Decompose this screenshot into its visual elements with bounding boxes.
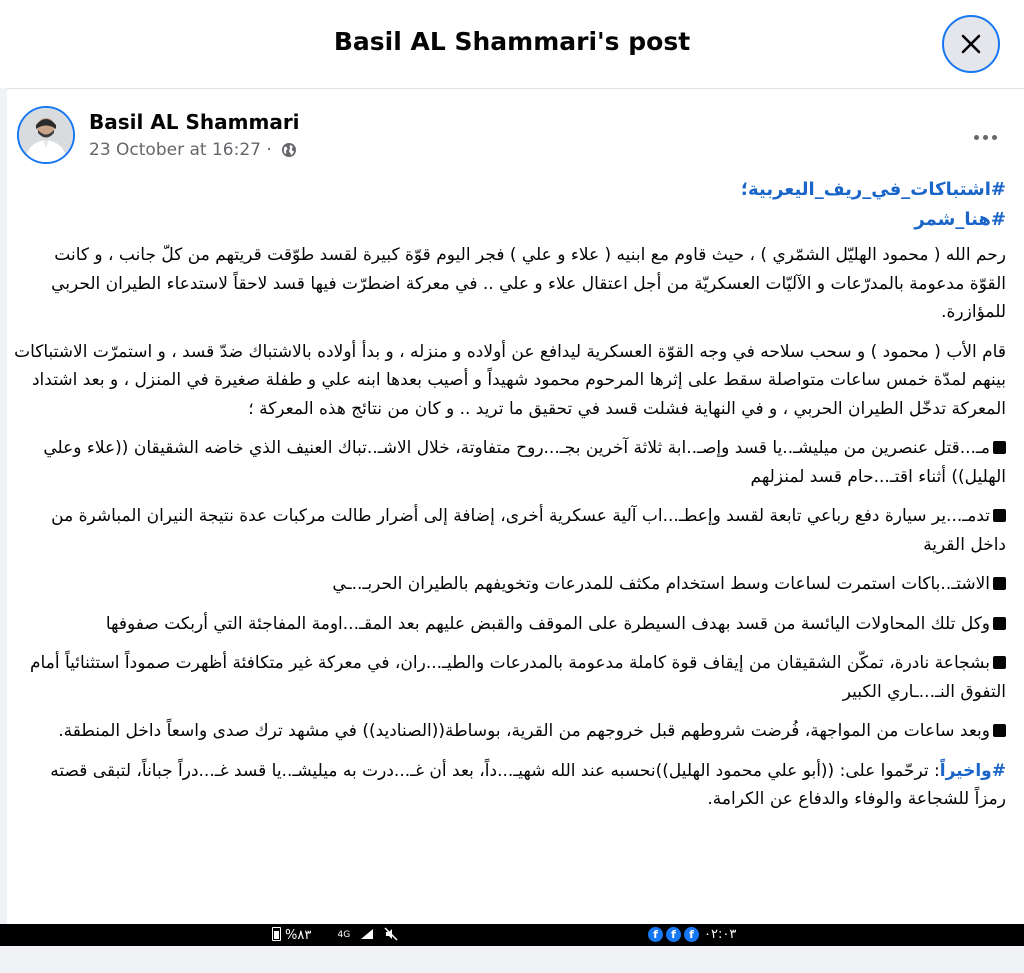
post-dialog-header bbox=[0, 0, 1024, 89]
author-name[interactable]: Basil AL Shammari bbox=[89, 110, 300, 134]
mute-icon bbox=[384, 927, 398, 941]
post-timestamp[interactable] bbox=[89, 140, 297, 160]
bullet-text: تدمـ...ير سيارة دفع رباعي تابعة لقسد وإعطـ...اب آلية عسكرية أخرى، إضافة إلى أضرار طالت مركبات عدة نتيجة النيران المباشرة من داخل القرية bbox=[51, 506, 1006, 555]
bullet-item bbox=[14, 502, 1006, 559]
bullet-item bbox=[14, 610, 1006, 639]
signal-icon bbox=[360, 928, 374, 940]
facebook-notification-icon: f bbox=[684, 927, 699, 942]
hashtag-link[interactable]: #اشتباكات_في_ريف_اليعربية؛ bbox=[740, 179, 1006, 200]
square-bullet-icon bbox=[993, 509, 1006, 522]
device-status-bar bbox=[0, 924, 1024, 946]
timestamp-text: 23 October at 16:27 · bbox=[89, 140, 272, 160]
bullet-item bbox=[14, 570, 1006, 599]
bullet-text: وبعد ساعات من المواجهة، فُرضت شروطهم قبل خروجهم من القرية، بوساطة((الصناديد)) في مشهد ترك صدى واسعاً داخل المنطقة. bbox=[58, 721, 990, 741]
square-bullet-icon bbox=[993, 577, 1006, 590]
bullet-item bbox=[14, 649, 1006, 706]
more-horizontal-icon bbox=[992, 135, 997, 140]
network-type: 4G bbox=[337, 930, 351, 940]
close-button[interactable] bbox=[942, 15, 1000, 73]
avatar[interactable] bbox=[17, 106, 75, 164]
globe-icon bbox=[281, 142, 297, 158]
facebook-notification-icon: f bbox=[666, 927, 681, 942]
square-bullet-icon bbox=[993, 724, 1006, 737]
more-horizontal-icon bbox=[983, 135, 988, 140]
bullet-text: بشجاعة نادرة، تمكّن الشقيقان من إيقاف قوة كاملة مدعومة بالمدرعات والطيـ...ران، في معركة غير متكافئة أظهرت صموداً استثنائياً أمام التفوق النـ...ـاري الكبير bbox=[30, 653, 1006, 702]
post-paragraph: رحم الله ( محمود الهليّل الشمّري ) ، حيث قاوم مع ابنيه ( علاء و علي ) فجر اليوم قوّة كبيرة لقسد طوّقت قريتهم من كلّ جانب ، و كانت القوّة مدعومة بالمدرّعات و الآليّات العسكريّة من أجل اعتقال علاء و علي .. في معركة اضطرّت فيها قسد لاحقاً لاستدعاء الطيران الحربي للمؤازرة. bbox=[51, 245, 1006, 322]
more-options-button[interactable] bbox=[965, 122, 1005, 152]
more-horizontal-icon bbox=[974, 135, 979, 140]
battery-level: %٨٣ bbox=[285, 928, 312, 943]
dialog-title: Basil AL Shammari's post bbox=[333, 27, 691, 56]
post-body bbox=[14, 175, 1006, 825]
bullet-text: مـ...قتل عنصرين من ميليشـ..يا قسد وإصـ..ابة ثلاثة آخرين بجـ...روح متفاوتة، خلال الاشـ..تباك العنيف الذي خاضه الشقيقان ((علاء وعلي الهليل)) أثناء اقتـ...حام قسد لمنزلهم bbox=[43, 438, 1006, 487]
closing-hashtag-link[interactable]: #واخيراً bbox=[939, 760, 1006, 781]
avatar-image bbox=[19, 108, 73, 162]
bullet-text: وكل تلك المحاولات اليائسة من قسد بهدف السيطرة على الموقف والقبض عليهم بعد المقـ...اومة المفاجئة التي أربكت صفوفها bbox=[105, 613, 990, 634]
backdrop-edge bbox=[0, 88, 7, 924]
bullet-item bbox=[14, 434, 1006, 491]
square-bullet-icon bbox=[993, 656, 1006, 669]
status-notifications bbox=[648, 927, 736, 943]
close-icon bbox=[960, 33, 982, 55]
square-bullet-icon bbox=[993, 441, 1006, 454]
facebook-notification-icon: f bbox=[648, 927, 663, 942]
closing-text: : ترحّموا على: ((أبو علي محمود الهليل))نحسبه عند الله شهيـ...داً، بعد أن غـ...درت به ميليشـ..يا قسد غـ...دراً جباناً، لتبقى قصته رمزاً للشجاعة والوفاء والدفاع عن الكرامة. bbox=[50, 760, 1006, 809]
status-indicators bbox=[272, 927, 398, 943]
closing-paragraph bbox=[14, 757, 1006, 814]
post-author-row bbox=[17, 106, 1017, 166]
page-bottom-strip bbox=[0, 946, 1024, 973]
bullet-item bbox=[14, 717, 1006, 746]
hashtag-link[interactable]: #هنا_شمر bbox=[914, 209, 1006, 230]
post-paragraph: قام الأب ( محمود ) و سحب سلاحه في وجه القوّة العسكرية ليدافع عن أولاده و منزله ، و بدأ أولاده بالاشتباك ضدّ قسد ، و استمرّت الاشتباكات بينهم لمدّة خمس ساعات متواصلة سقط على إثرها المرحوم محمود شهيداً و أصيب بعدها ابنه علي و طفلة صغيرة في المنزل ، و بعد اشتداد المعركة تدخّل الطيران الحربي ، و في النهاية فشلت قسد في تحقيق ما تريد .. و كان من نتائج هذه المعركة ؛ bbox=[14, 341, 1006, 419]
bullet-text: الاشتـ..باكات استمرت لساعات وسط استخدام مكثف للمدرعات وتخويفهم بالطيران الحربـ..ـي bbox=[332, 574, 990, 594]
clock-time: ٠٢:٠٣ bbox=[704, 927, 737, 942]
square-bullet-icon bbox=[993, 617, 1006, 630]
battery-icon bbox=[272, 927, 281, 941]
